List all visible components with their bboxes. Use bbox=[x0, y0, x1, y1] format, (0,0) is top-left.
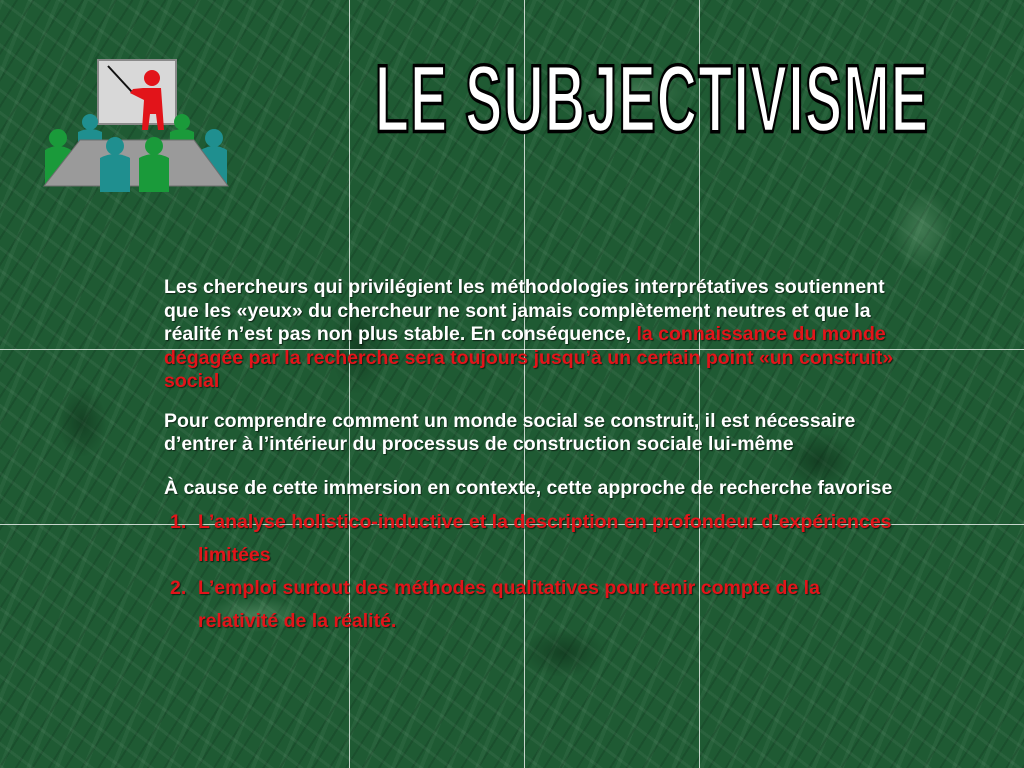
list-item: 2. L’emploi surtout des méthodes qualitatives pour tenir compte de la relativité de la réalité. bbox=[170, 577, 820, 632]
paragraph-immersion: À cause de cette immersion en contexte, cette approche de recherche favorise bbox=[164, 476, 893, 499]
highlighted-statement: la connaissance du monde dégagée par la recherche sera toujours jusqu’à un certain point «un construit» social bbox=[164, 323, 894, 392]
paragraph-methodologies: Les chercheurs qui privilégient les méthodologies interprétatives soutiennent que les «yeux» du chercheur ne sont jamais complètement neutres et que la réalité n’est pas non plus stable. En conséquence, la connaissance du monde dégagée par la recherche sera toujours jusqu’à un certain point «un construit» social bbox=[164, 276, 894, 392]
presentation-meeting-icon bbox=[40, 58, 235, 198]
list-item: 1. L’analyse holistico-inductive et la description en profondeur d’expériences limitées bbox=[170, 511, 892, 566]
slide-body bbox=[164, 276, 904, 638]
slide-title: LE SUBJECTIVISME bbox=[374, 44, 930, 152]
paragraph-social-construction: Pour comprendre comment un monde social se construit, il est nécessaire d’entrer à l’intérieur du processus de construction sociale lui-même bbox=[164, 409, 856, 455]
favored-approaches-list bbox=[170, 506, 904, 638]
